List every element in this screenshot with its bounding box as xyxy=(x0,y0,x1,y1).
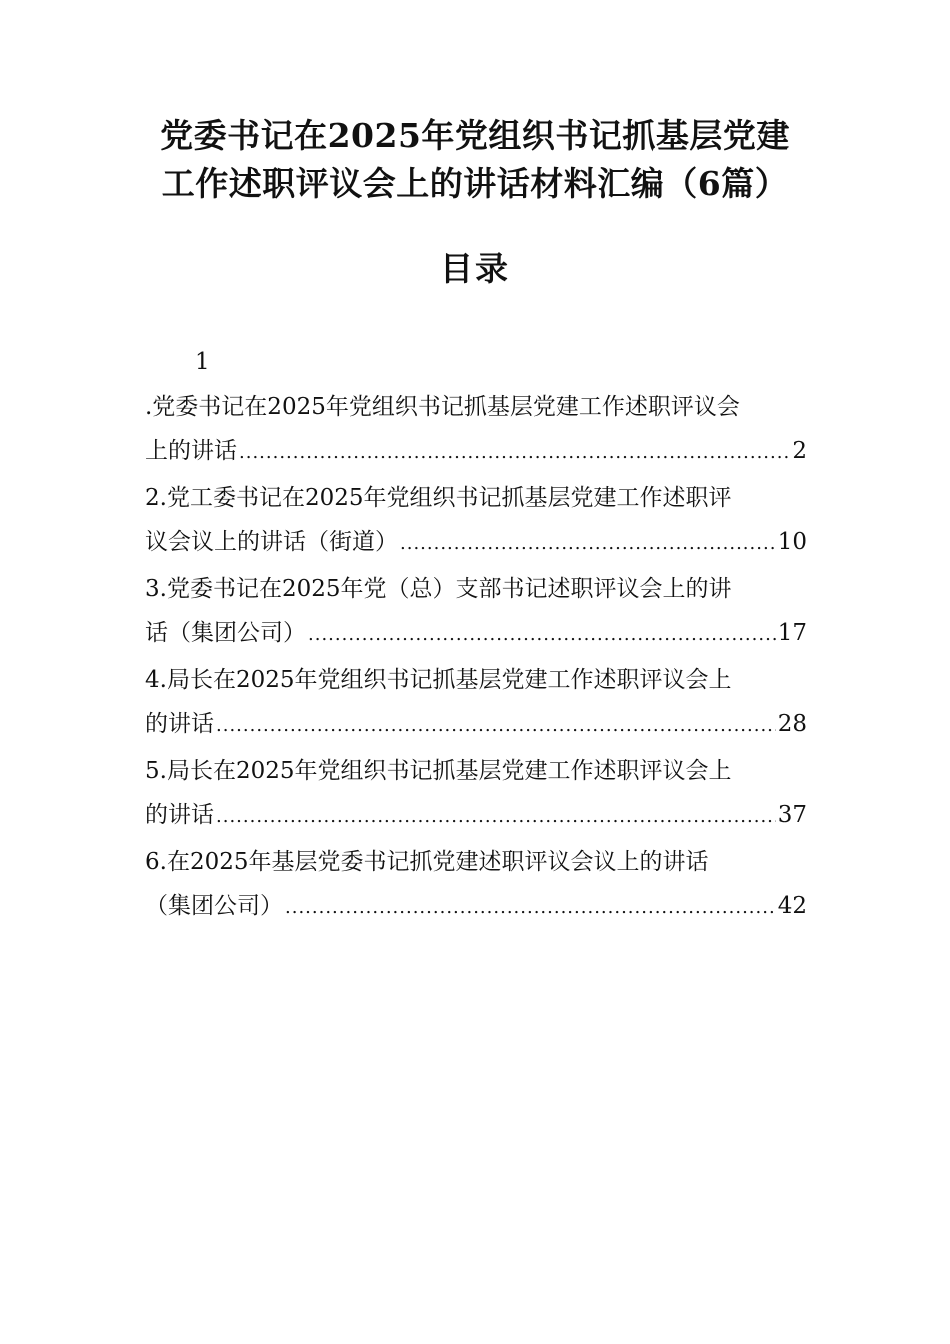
toc-entry-1[interactable] xyxy=(145,340,807,476)
toc-entry-title-line2: 上的讲话 xyxy=(145,438,237,464)
table-of-contents xyxy=(145,340,807,931)
toc-entry-page-number: 28 xyxy=(777,711,807,737)
toc-entry-title-line2: 议会议上的讲话（街道） xyxy=(145,529,398,555)
toc-entry-title-line1: 3.党委书记在2025年党（总）支部书记述职评议会上的讲 xyxy=(145,575,732,602)
toc-entry-6[interactable] xyxy=(145,840,807,931)
toc-entry-title-line2: （集团公司） xyxy=(145,893,283,919)
toc-entry-title-line2-row xyxy=(145,884,807,931)
document-title xyxy=(145,112,805,208)
toc-entry-title-line2-row xyxy=(145,429,807,476)
toc-entry-title-line2-row xyxy=(145,611,807,658)
toc-entry-title-line2-row xyxy=(145,520,807,567)
toc-entry-title-line2-row xyxy=(145,702,807,749)
toc-entry-page-number: 10 xyxy=(777,529,807,555)
title-line-1: 党委书记在2025年党组织书记抓基层党建 xyxy=(160,116,790,155)
toc-entry-title-line1: 4.局长在2025年党组织书记抓基层党建工作述职评议会上 xyxy=(145,666,732,693)
toc-entry-4[interactable] xyxy=(145,658,807,749)
toc-entry-title-line1: 5.局长在2025年党组织书记抓基层党建工作述职评议会上 xyxy=(145,757,732,784)
dot-leader xyxy=(216,795,776,840)
toc-entry-title-line2-row xyxy=(145,793,807,840)
toc-entry-title-line1: .党委书记在2025年党组织书记抓基层党建工作述职评议会 xyxy=(145,393,740,420)
toc-entry-2[interactable] xyxy=(145,476,807,567)
toc-entry-title-line2: 的讲话 xyxy=(145,802,214,828)
toc-entry-page-number: 42 xyxy=(777,893,807,919)
toc-entry-title-line1: 6.在2025年基层党委书记抓党建述职评议会议上的讲话 xyxy=(145,848,709,875)
dot-leader xyxy=(400,522,776,567)
toc-entry-title-line2: 话（集团公司） xyxy=(145,620,306,646)
dot-leader xyxy=(239,431,790,476)
toc-entry-title-line2: 的讲话 xyxy=(145,711,214,737)
toc-entry-page-number: 17 xyxy=(777,620,807,646)
toc-entry-page-number: 37 xyxy=(777,802,807,828)
dot-leader xyxy=(285,886,776,931)
toc-entry-3[interactable] xyxy=(145,567,807,658)
title-line-2: 工作述职评议会上的讲话材料汇编（6篇） xyxy=(161,164,789,203)
toc-heading: 目录 xyxy=(440,249,510,288)
dot-leader xyxy=(216,704,776,749)
toc-entry-5[interactable] xyxy=(145,749,807,840)
dot-leader xyxy=(308,613,776,658)
toc-entry-page-number: 2 xyxy=(792,438,807,464)
toc-entry-title-line1: 2.党工委书记在2025年党组织书记抓基层党建工作述职评 xyxy=(145,484,732,511)
toc-entry-number: 1 xyxy=(195,349,210,375)
